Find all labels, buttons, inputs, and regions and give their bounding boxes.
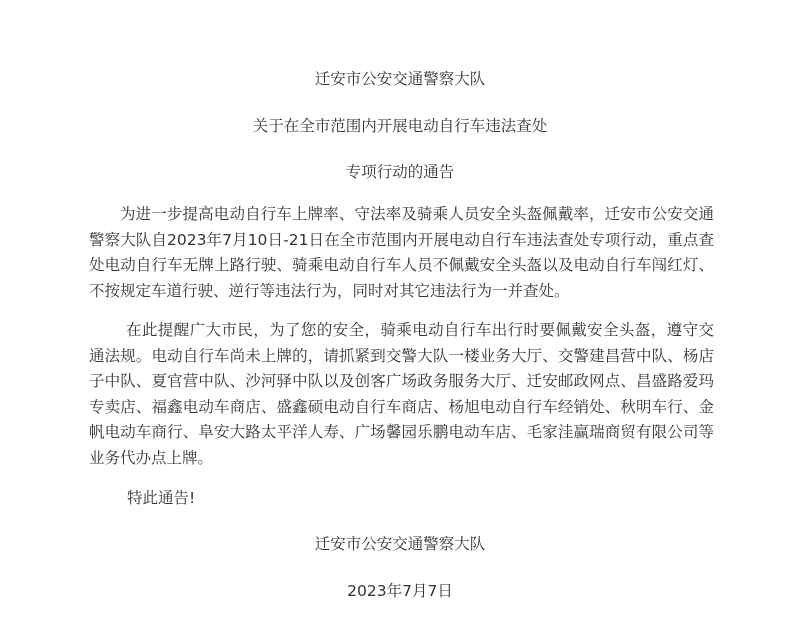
notice-title-line-1: 关于在全市范围内开展电动自行车违法查处 — [252, 117, 548, 135]
signature-issuer: 迁安市公安交通警察大队 — [314, 535, 486, 553]
notice-date: 2023年7月7日 — [347, 582, 453, 600]
body-paragraph-2: 在此提醒广大市民，为了您的安全，骑乘电动自行车出行时要佩戴安全头盔，遵守交通法规。电动自行车尚未上牌的，请抓紧到交警大队一楼业务大厅、交警建昌营中队、杨店子中队、夏官营中队、沙河驿中队以及创客广场政务服务大厅、迁安邮政网点、昌盛路爱玛专卖店、福鑫电动车商店、盛鑫硕电动自行车商店、杨旭电动自行车经销处、秋明车行、金帆电动车商行、阜安大路太平洋人寿、广场馨园乐鹏电动车店、毛家洼赢瑞商贸有限公司等业务代办点上牌。 — [89, 321, 714, 467]
notice-title-line-2: 专项行动的通告 — [345, 163, 455, 181]
issuer-heading: 迁安市公安交通警察大队 — [314, 70, 486, 88]
closing-line: 特此通告! — [127, 489, 196, 507]
body-paragraph-1: 为进一步提高电动自行车上牌率、守法率及骑乘人员安全头盔佩戴率，迁安市公安交通警察大队自2023年7月10日-21日在全市范围内开展电动自行车违法查处专项行动，重点查处电动自行车无牌上路行驶、骑乘电动自行车人员不佩戴安全头盔以及电动自行车闯红灯、不按规定车道行驶、逆行等违法行为，同时对其它违法行为一并查处。 — [89, 205, 714, 300]
